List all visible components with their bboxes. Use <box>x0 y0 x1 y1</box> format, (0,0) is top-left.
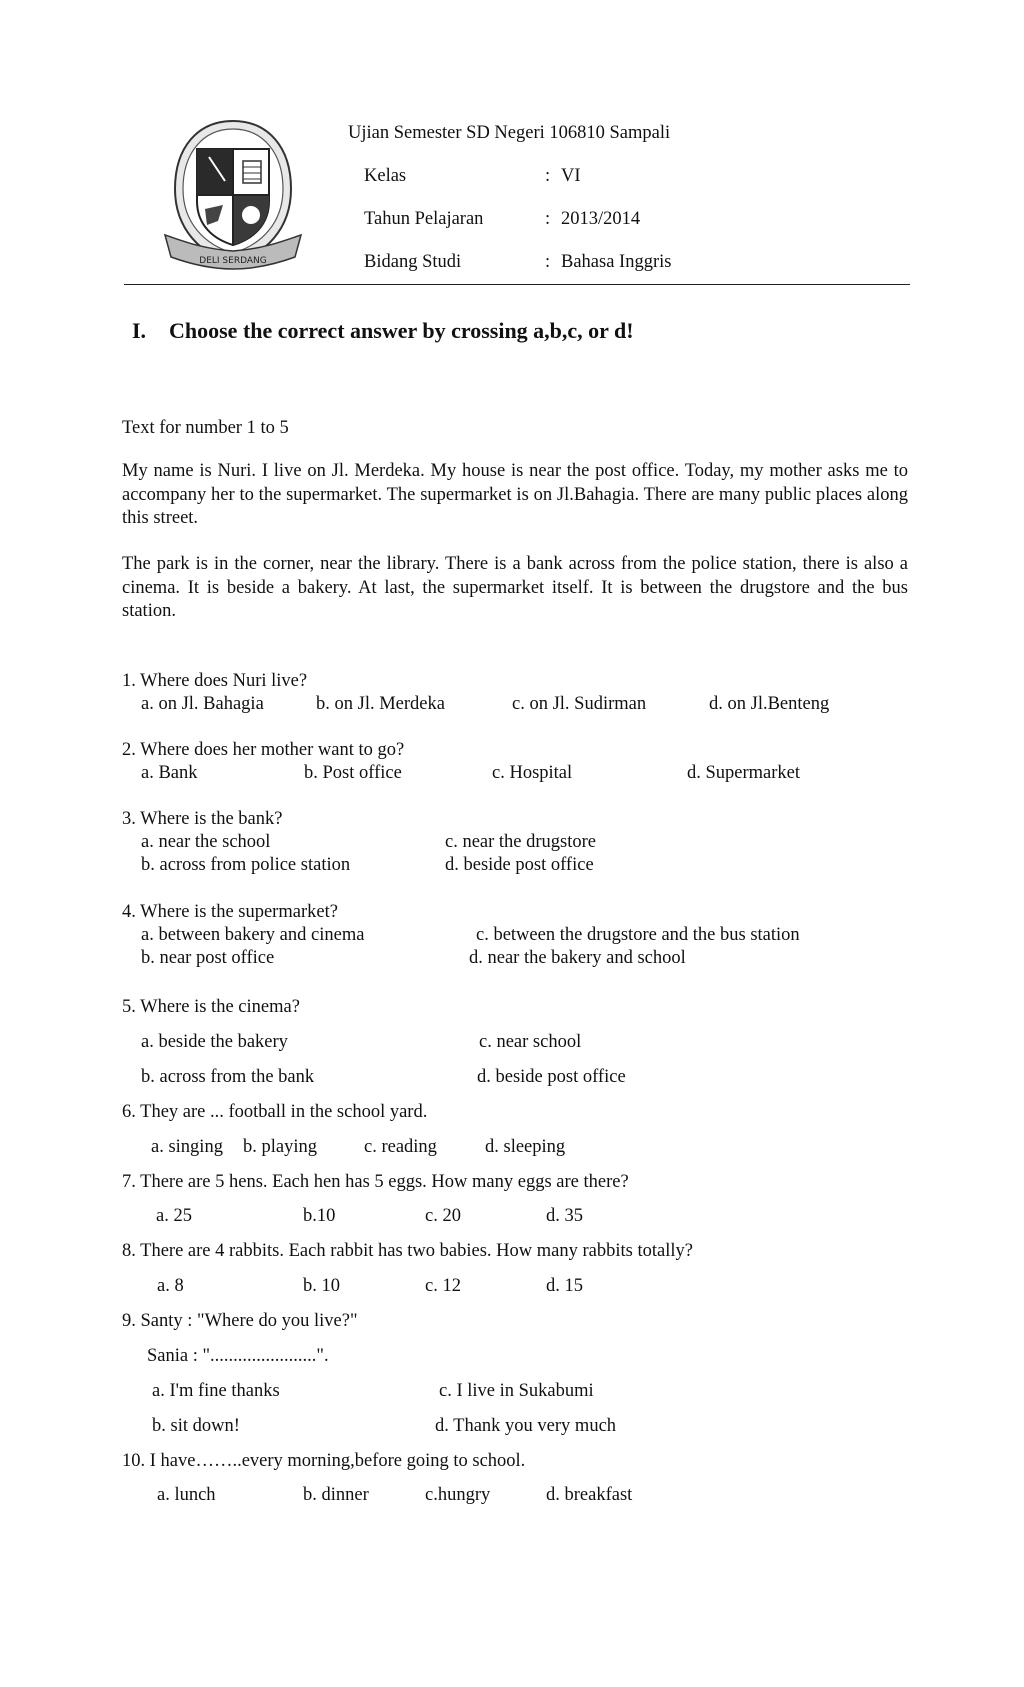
q9-option-c: c. I live in Sukabumi <box>439 1381 594 1401</box>
q2-option-c: c. Hospital <box>492 763 573 783</box>
header-sep-tahun: : <box>545 209 551 229</box>
q2-option-b: b. Post office <box>304 763 402 783</box>
q1-option-a: a. on Jl. Bahagia <box>141 694 264 714</box>
q1-option-c: c. on Jl. Sudirman <box>512 694 647 714</box>
question-9: 9. Santy : "Where do you live?" <box>122 1311 358 1331</box>
q8-option-a: a. 8 <box>157 1276 184 1296</box>
q6-option-d: d. sleeping <box>485 1137 566 1157</box>
header-sep-kelas: : <box>545 166 551 186</box>
emblem-banner-text: DELI SERDANG <box>199 256 267 266</box>
q10-option-c: c.hungry <box>425 1485 491 1505</box>
header-label-bidang: Bidang Studi <box>364 252 462 272</box>
q3-option-a: a. near the school <box>141 832 271 852</box>
q8-option-c: c. 12 <box>425 1276 461 1296</box>
q2-option-a: a. Bank <box>141 763 198 783</box>
header-label-tahun: Tahun Pelajaran <box>364 209 484 229</box>
q4-option-d: d. near the bakery and school <box>469 948 686 968</box>
question-4: 4. Where is the supermarket? <box>122 902 338 922</box>
q4-option-c: c. between the drugstore and the bus station <box>476 925 800 945</box>
exam-title: Ujian Semester SD Negeri 106810 Sampali <box>348 123 671 143</box>
section-number: I. <box>132 318 147 343</box>
q7-option-d: d. 35 <box>546 1206 583 1226</box>
question-10: 10. I have……..every morning,before going to school. <box>122 1451 526 1471</box>
q8-option-b: b. 10 <box>303 1276 340 1296</box>
header-value-bidang: Bahasa Inggris <box>561 252 672 272</box>
q10-option-d: d. breakfast <box>546 1485 633 1505</box>
q3-option-b: b. across from police station <box>141 855 351 875</box>
header-label-kelas: Kelas <box>364 166 407 186</box>
header-divider <box>124 284 910 285</box>
header-sep-bidang: : <box>545 252 551 272</box>
q9-option-d: d. Thank you very much <box>435 1416 617 1436</box>
q5-option-a: a. beside the bakery <box>141 1032 288 1052</box>
q5-option-c: c. near school <box>479 1032 582 1052</box>
question-2: 2. Where does her mother want to go? <box>122 740 405 760</box>
q1-option-d: d. on Jl.Benteng <box>709 694 830 714</box>
q4-option-a: a. between bakery and cinema <box>141 925 365 945</box>
q5-option-d: d. beside post office <box>477 1067 626 1087</box>
q7-option-b: b.10 <box>303 1206 336 1226</box>
q3-option-c: c. near the drugstore <box>445 832 597 852</box>
question-8: 8. There are 4 rabbits. Each rabbit has two babies. How many rabbits totally? <box>122 1241 693 1261</box>
q1-option-b: b. on Jl. Merdeka <box>316 694 445 714</box>
q9-option-b: b. sit down! <box>152 1416 240 1436</box>
question-3: 3. Where is the bank? <box>122 809 283 829</box>
school-emblem-logo <box>163 117 303 277</box>
question-7: 7. There are 5 hens. Each hen has 5 eggs. How many eggs are there? <box>122 1172 629 1192</box>
text-intro: Text for number 1 to 5 <box>122 418 289 438</box>
q3-option-d: d. beside post office <box>445 855 594 875</box>
q2-option-d: d. Supermarket <box>687 763 801 783</box>
section-title: Choose the correct answer by crossing a,b,c, or d! <box>169 318 634 343</box>
question-1: 1. Where does Nuri live? <box>122 671 308 691</box>
reading-paragraph-1: My name is Nuri. I live on Jl. Merdeka. My house is near the post office. Today, my mother asks me to accompany her to the supermarket. The supermarket is on Jl.Bahagia. There are many public places along this street. <box>122 461 908 528</box>
question-5: 5. Where is the cinema? <box>122 997 300 1017</box>
q7-option-a: a. 25 <box>156 1206 192 1226</box>
header-value-kelas: VI <box>561 166 581 186</box>
q9-option-a: a. I'm fine thanks <box>152 1381 280 1401</box>
q7-option-c: c. 20 <box>425 1206 461 1226</box>
q4-option-b: b. near post office <box>141 948 275 968</box>
q6-option-a: a. singing <box>151 1137 223 1157</box>
q6-option-b: b. playing <box>243 1137 317 1157</box>
header-value-tahun: 2013/2014 <box>561 209 641 229</box>
question-9-response: Sania : ".......................". <box>147 1346 329 1366</box>
reading-paragraph-2: The park is in the corner, near the library. There is a bank across from the police station, there is also a cinema. It is beside a bakery. At last, the supermarket itself. It is between the drugstore and the bus station. <box>122 554 908 621</box>
q6-option-c: c. reading <box>364 1137 437 1157</box>
q5-option-b: b. across from the bank <box>141 1067 315 1087</box>
q10-option-b: b. dinner <box>303 1485 369 1505</box>
question-6: 6. They are ... football in the school yard. <box>122 1102 428 1122</box>
q8-option-d: d. 15 <box>546 1276 583 1296</box>
q10-option-a: a. lunch <box>157 1485 216 1505</box>
